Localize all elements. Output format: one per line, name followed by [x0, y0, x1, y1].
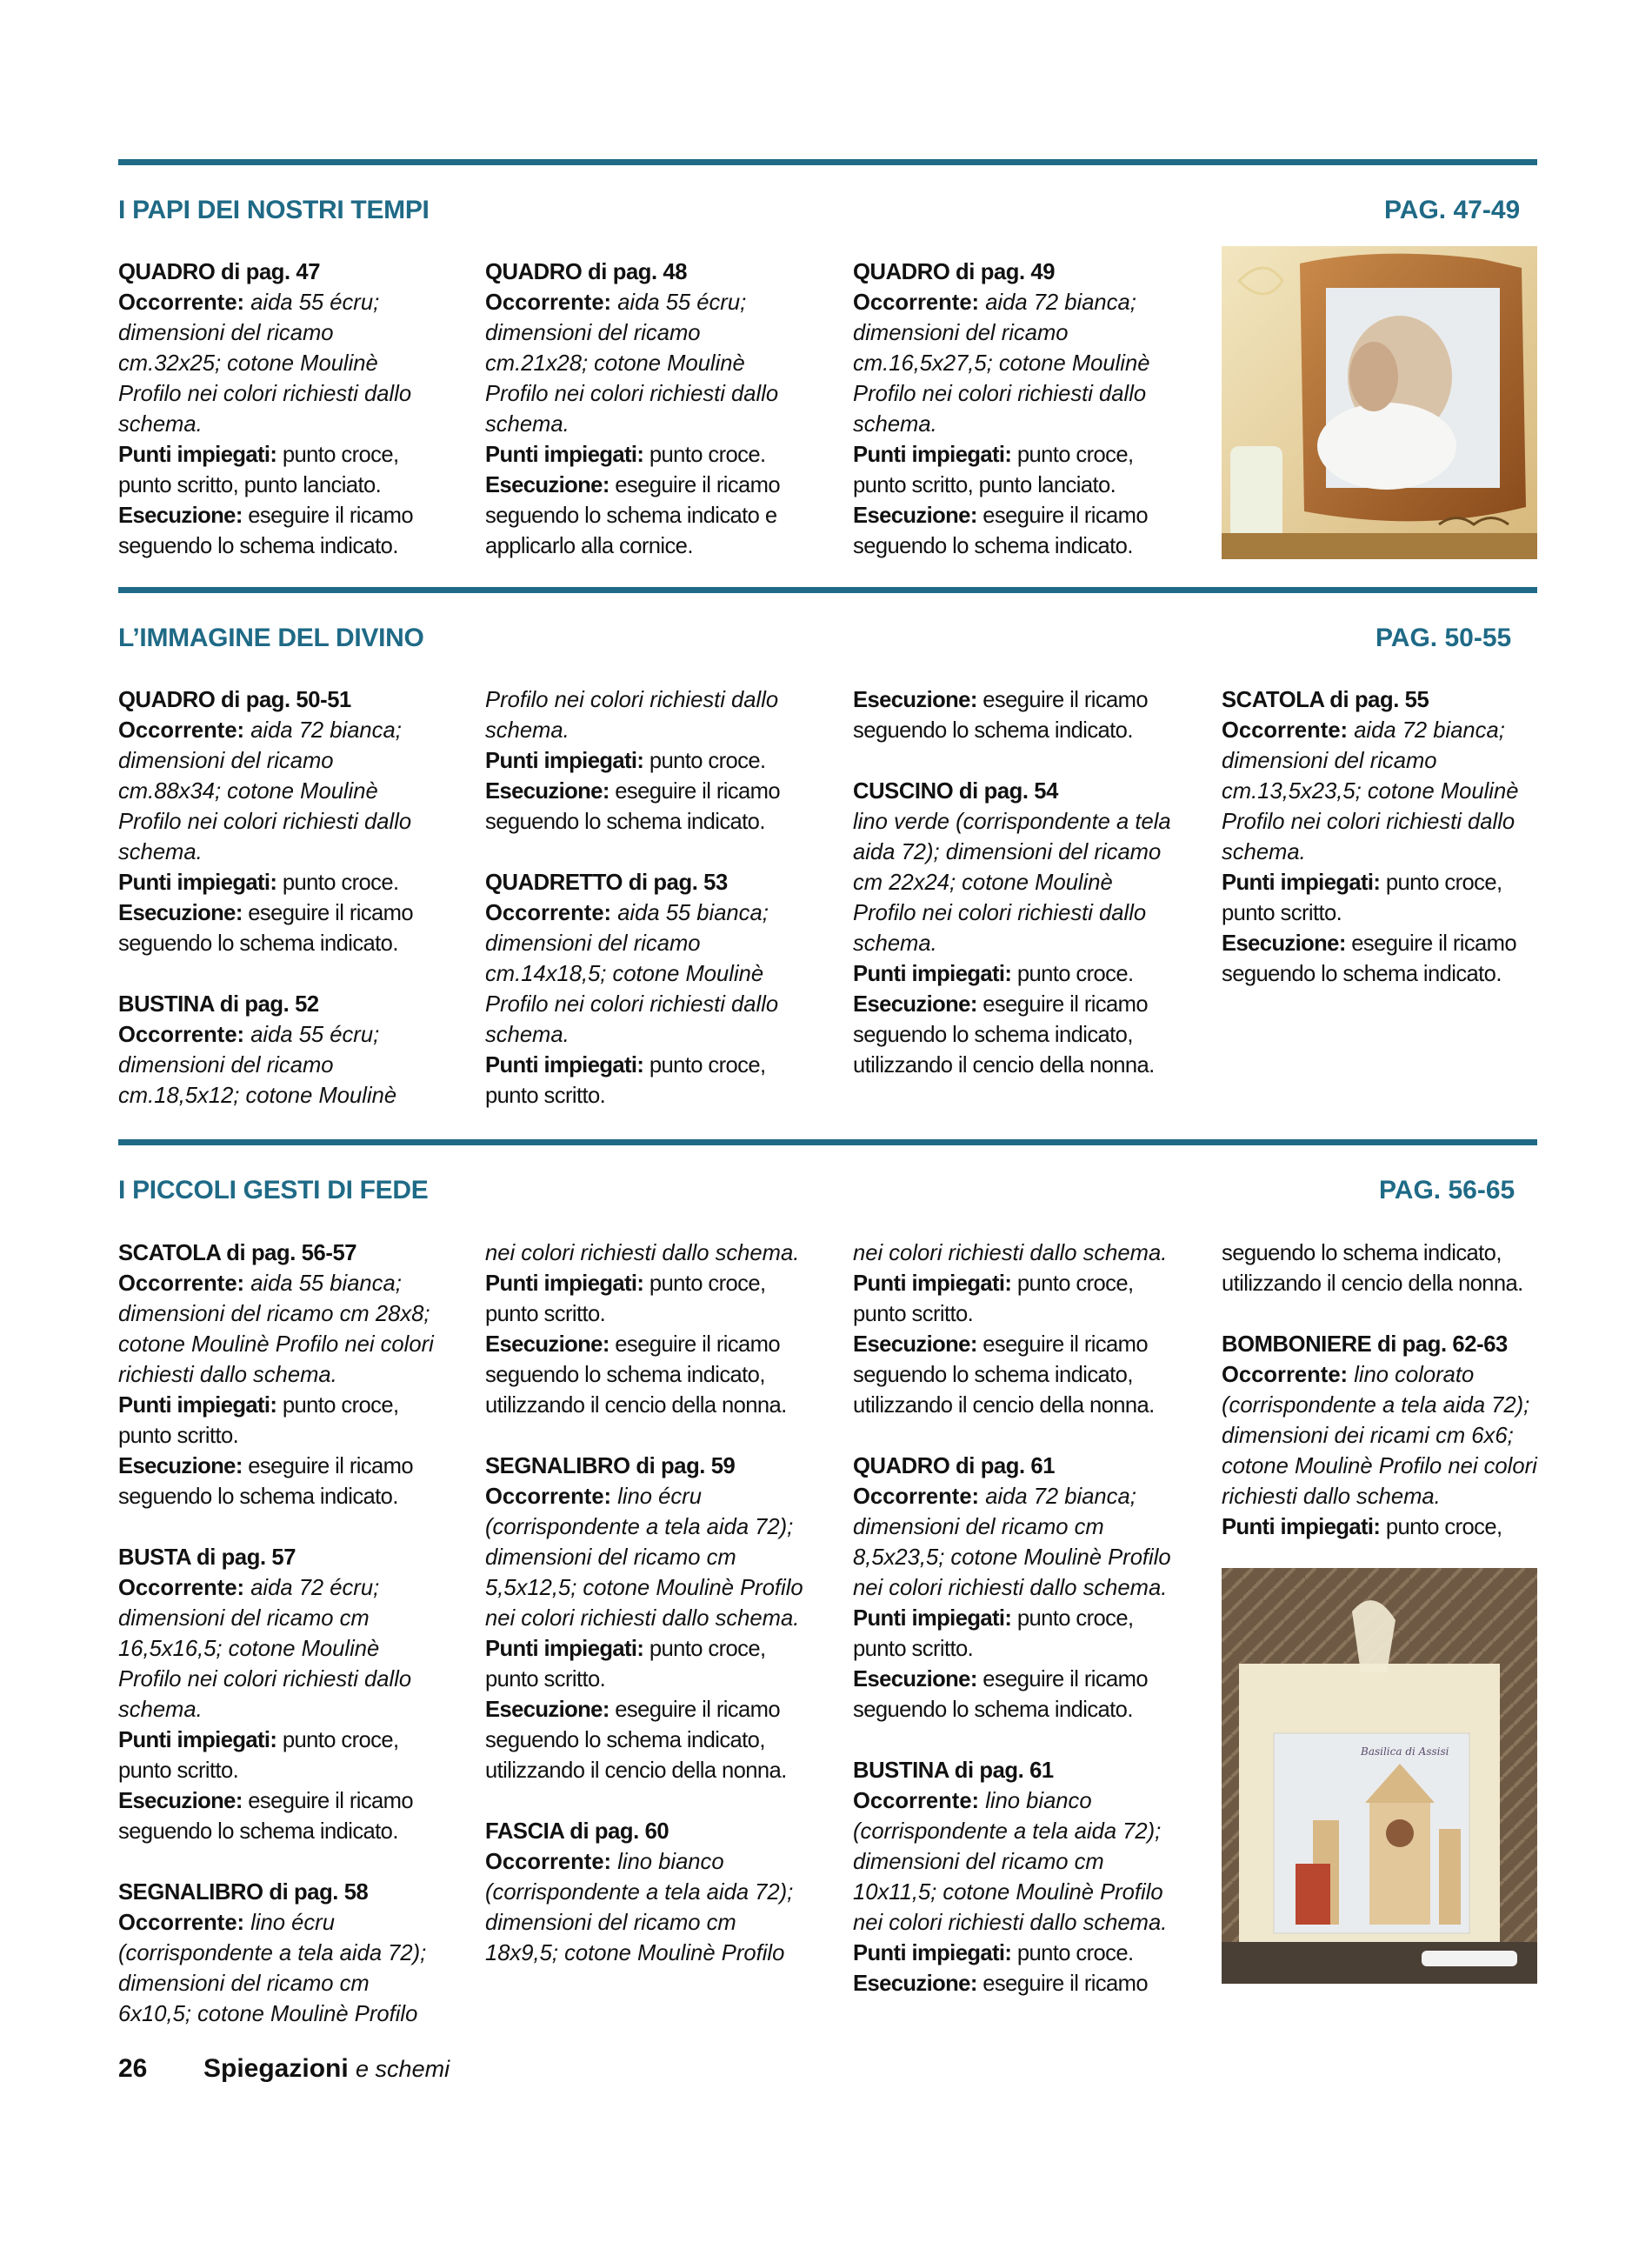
punti-line	[118, 1391, 442, 1451]
occorrente-line	[118, 1020, 442, 1111]
occorrente-line	[485, 1238, 809, 1269]
punti-label: Punti impiegati:	[485, 1271, 644, 1296]
occorrente-text: aida 55 écru; dimensioni del ricamo cm.18,5x12; cotone Moulinè	[118, 1023, 397, 1108]
punti-text: punto croce, punto scritto, punto lanciato.	[118, 443, 399, 497]
item-heading: CUSCINO di pag. 54	[853, 779, 1058, 804]
esecuzione-label: Esecuzione:	[853, 1667, 977, 1692]
punti-line	[485, 1051, 809, 1111]
occorrente-label: Occorrente:	[118, 290, 245, 315]
occorrente-text: aida 55 bianca; dimensioni del ricamo cm 28x8; cotone Moulinè Profilo nei colori richiesti dallo schema.	[118, 1271, 434, 1387]
esecuzione-text: eseguire il ricamo seguendo lo schema indicato, utilizzando il cencio della nonna.	[485, 1332, 787, 1418]
punti-label: Punti impiegati:	[485, 443, 644, 467]
occorrente-text: lino bianco (corrispondente a tela aida 72); dimensioni del ricamo cm 10x11,5; cotone Moulinè Profilo nei colori richiesti dallo schema.	[853, 1789, 1168, 1935]
instruction-block	[1222, 685, 1545, 990]
esecuzione-label: Esecuzione:	[853, 1332, 977, 1357]
column	[485, 685, 809, 1142]
punti-text: punto croce.	[1016, 1941, 1134, 1965]
occorrente-label: Occorrente:	[485, 1850, 612, 1874]
punti-text: punto croce, punto scritto.	[118, 1728, 399, 1783]
column	[853, 685, 1176, 1111]
esecuzione-text: eseguire il ricamo seguendo lo schema indicato.	[485, 779, 781, 834]
esecuzione-label: Esecuzione:	[118, 1454, 243, 1478]
occorrente-text: Profilo nei colori richiesti dallo schema.	[485, 688, 779, 743]
punti-text: punto croce, punto scritto.	[485, 1053, 766, 1108]
occorrente-line	[1222, 1360, 1545, 1512]
instruction-block	[118, 685, 442, 959]
section-rule	[118, 159, 1537, 165]
section-pages: PAG. 50-55	[1376, 624, 1512, 652]
punti-line	[1222, 1512, 1545, 1543]
occorrente-label: Occorrente:	[853, 1485, 980, 1509]
occorrente-line	[853, 288, 1176, 440]
esecuzione-line	[1222, 1238, 1545, 1299]
esecuzione-label: Esecuzione:	[485, 1698, 610, 1722]
esecuzione-text: eseguire il ricamo seguendo lo schema indicato.	[853, 504, 1149, 558]
punti-line	[485, 746, 809, 777]
svg-text:Basilica di Assisi: Basilica di Assisi	[1361, 1745, 1449, 1758]
esecuzione-label: Esecuzione:	[485, 779, 610, 804]
instruction-block	[118, 1543, 442, 1847]
punti-line	[853, 1938, 1176, 1969]
esecuzione-text: seguendo lo schema indicato, utilizzando il cencio della nonna.	[1222, 1241, 1523, 1296]
occorrente-text: lino bianco (corrispondente a tela aida 72); dimensioni del ricamo cm 18x9,5; cotone Moulinè Profilo	[485, 1850, 794, 1965]
item-heading: QUADRO di pag. 50-51	[118, 688, 351, 712]
item-heading: QUADRO di pag. 48	[485, 260, 688, 284]
esecuzione-line	[485, 777, 809, 837]
punti-text: punto croce.	[649, 749, 766, 773]
occorrente-line	[485, 1847, 809, 1969]
occorrente-text: aida 72 bianca; dimensioni del ricamo cm.88x34; cotone Moulinè Profilo nei colori richiesti dallo schema.	[118, 718, 412, 864]
esecuzione-text: eseguire il ricamo seguendo lo schema indicato.	[853, 1667, 1149, 1722]
esecuzione-line	[853, 1969, 1176, 1999]
footer-title-bold: Spiegazioni	[203, 2054, 349, 2083]
occorrente-text: nei colori richiesti dallo schema.	[853, 1241, 1168, 1265]
occorrente-line	[118, 1269, 442, 1391]
esecuzione-line	[118, 1451, 442, 1512]
column	[118, 1238, 442, 2060]
punti-line	[853, 1604, 1176, 1665]
punti-line	[118, 1725, 442, 1786]
section-pages: PAG. 56-65	[1379, 1176, 1515, 1204]
column	[485, 1238, 809, 1999]
instruction-block	[118, 990, 442, 1111]
occorrente-text: aida 55 écru; dimensioni del ricamo cm.21x28; cotone Moulinè Profilo nei colori richiesti dallo schema.	[485, 290, 779, 437]
occorrente-label: Occorrente:	[1222, 1363, 1349, 1387]
section-title: I PICCOLI GESTI DI FEDE	[118, 1176, 429, 1204]
item-heading: FASCIA di pag. 60	[485, 1819, 669, 1844]
occorrente-text: aida 55 écru; dimensioni del ricamo cm.32x25; cotone Moulinè Profilo nei colori richiesti dallo schema.	[118, 290, 412, 437]
esecuzione-line	[118, 898, 442, 959]
punti-label: Punti impiegati:	[485, 1053, 644, 1078]
punti-line	[485, 1269, 809, 1330]
esecuzione-text: eseguire il ricamo seguendo lo schema indicato.	[118, 504, 414, 558]
esecuzione-label: Esecuzione:	[853, 1972, 977, 1996]
instruction-block	[485, 685, 809, 837]
punti-line	[853, 1269, 1176, 1330]
punti-label: Punti impiegati:	[118, 443, 277, 467]
punti-label: Punti impiegati:	[118, 1728, 277, 1752]
esecuzione-line	[118, 1786, 442, 1847]
occorrente-line	[485, 685, 809, 746]
punti-text: punto croce.	[649, 443, 766, 467]
punti-label: Punti impiegati:	[1222, 1515, 1381, 1539]
punti-text: punto croce, punto scritto.	[485, 1271, 766, 1326]
esecuzione-line	[853, 501, 1176, 562]
item-heading: BUSTA di pag. 57	[118, 1545, 296, 1570]
occorrente-text: aida 72 écru; dimensioni del ricamo cm 16,5x16,5; cotone Moulinè Profilo nei colori richiesti dallo schema.	[118, 1576, 412, 1722]
item-heading: SCATOLA di pag. 56-57	[118, 1241, 357, 1265]
punti-text: punto croce, punto scritto.	[1222, 871, 1502, 925]
punti-label: Punti impiegati:	[485, 1637, 644, 1661]
footer-title-italic: e schemi	[356, 2056, 450, 2082]
punti-label: Punti impiegati:	[118, 1393, 277, 1418]
instruction-block	[1222, 1330, 1545, 1543]
item-heading: BUSTINA di pag. 61	[853, 1758, 1054, 1783]
esecuzione-text: eseguire il ricamo seguendo lo schema indicato, utilizzando il cencio della nonna.	[485, 1698, 787, 1783]
esecuzione-line	[118, 501, 442, 562]
instruction-block	[118, 1878, 442, 2030]
occorrente-line	[485, 1482, 809, 1634]
punti-label: Punti impiegati:	[853, 962, 1012, 986]
punti-text: punto croce, punto scritto.	[853, 1606, 1134, 1661]
punti-text: punto croce, punto scritto.	[118, 1393, 399, 1448]
punti-label: Punti impiegati:	[853, 1606, 1012, 1631]
esecuzione-text: eseguire il ricamo seguendo lo schema indicato.	[853, 688, 1149, 743]
instruction-block	[1222, 1238, 1545, 1299]
occorrente-label: Occorrente:	[1222, 718, 1349, 743]
page-number: 26	[118, 2054, 148, 2083]
punti-line	[853, 440, 1176, 501]
esecuzione-label: Esecuzione:	[853, 504, 977, 528]
item-heading: SCATOLA di pag. 55	[1222, 688, 1429, 712]
instruction-block	[853, 777, 1176, 1081]
punti-label: Punti impiegati:	[1222, 871, 1381, 895]
occorrente-label: Occorrente:	[118, 1911, 245, 1935]
occorrente-line	[118, 1573, 442, 1725]
esecuzione-label: Esecuzione:	[1222, 931, 1346, 956]
esecuzione-label: Esecuzione:	[118, 1789, 243, 1813]
esecuzione-line	[853, 1330, 1176, 1421]
instruction-block	[853, 257, 1176, 562]
column	[1222, 685, 1545, 1020]
occorrente-line	[853, 1238, 1176, 1269]
esecuzione-line	[485, 470, 809, 562]
punti-text: punto croce, punto scritto, punto lanciato.	[853, 443, 1134, 497]
item-heading: QUADRETTO di pag. 53	[485, 871, 728, 895]
basilica-label	[1360, 1745, 1449, 1758]
instruction-block	[853, 1451, 1176, 1725]
esecuzione-text: eseguire il ricamo seguendo lo schema indicato, utilizzando il cencio della nonna.	[853, 992, 1155, 1078]
instruction-block	[485, 868, 809, 1111]
instruction-block	[118, 257, 442, 562]
column	[485, 257, 809, 592]
column	[853, 257, 1176, 592]
punti-line	[118, 868, 442, 898]
section-title: I PAPI DEI NOSTRI TEMPI	[118, 196, 430, 224]
section-rule	[118, 587, 1537, 593]
punti-label: Punti impiegati:	[485, 749, 644, 773]
punti-line	[485, 440, 809, 470]
instruction-block	[853, 1756, 1176, 1999]
punti-line	[118, 440, 442, 501]
occorrente-label: Occorrente:	[118, 1023, 245, 1047]
esecuzione-label: Esecuzione:	[485, 1332, 610, 1357]
occorrente-label: Occorrente:	[485, 1485, 612, 1509]
occorrente-text: aida 55 bianca; dimensioni del ricamo cm.14x18,5; cotone Moulinè Profilo nei colori richiesti dallo schema.	[485, 901, 779, 1047]
item-heading: QUADRO di pag. 47	[118, 260, 321, 284]
punti-line	[853, 959, 1176, 990]
occorrente-label: Occorrente:	[853, 1789, 980, 1813]
esecuzione-text: eseguire il ricamo seguendo lo schema indicato.	[118, 901, 414, 956]
occorrente-line	[118, 288, 442, 440]
occorrente-text: lino verde (corrispondente a tela aida 72); dimensioni del ricamo cm 22x24; cotone Moulinè Profilo nei colori richiesti dallo schema.	[853, 810, 1171, 956]
occorrente-text: aida 72 bianca; dimensioni del ricamo cm 8,5x23,5; cotone Moulinè Profilo nei colori richiesti dallo schema.	[853, 1485, 1171, 1600]
punti-text: punto croce, punto scritto.	[485, 1637, 766, 1692]
occorrente-line	[118, 1908, 442, 2030]
occorrente-text: aida 72 bianca; dimensioni del ricamo cm.16,5x27,5; cotone Moulinè Profilo nei colori richiesti dallo schema.	[853, 290, 1150, 437]
punti-label: Punti impiegati:	[853, 1271, 1012, 1296]
pope-photo	[1222, 246, 1537, 559]
column	[118, 685, 442, 1142]
instruction-block	[118, 1238, 442, 1512]
instruction-block	[485, 1451, 809, 1786]
section-rule	[118, 1139, 1537, 1145]
occorrente-text: aida 72 bianca; dimensioni del ricamo cm.13,5x23,5; cotone Moulinè Profilo nei colori richiesti dallo schema.	[1222, 718, 1519, 864]
occorrente-text: lino écru (corrispondente a tela aida 72); dimensioni del ricamo cm 6x10,5; cotone Moulinè Profilo	[118, 1911, 427, 2026]
esecuzione-line	[485, 1695, 809, 1786]
column	[853, 1238, 1176, 2030]
item-heading: QUADRO di pag. 61	[853, 1454, 1056, 1478]
instruction-block	[485, 1817, 809, 1969]
occorrente-label: Occorrente:	[118, 1271, 245, 1296]
esecuzione-text: eseguire il ricamo	[983, 1972, 1149, 1996]
occorrente-line	[1222, 716, 1545, 868]
occorrente-label: Occorrente:	[485, 290, 612, 315]
esecuzione-text: eseguire il ricamo seguendo lo schema indicato.	[1222, 931, 1517, 986]
occorrente-text: lino écru (corrispondente a tela aida 72); dimensioni del ricamo cm 5,5x12,5; cotone Moulinè Profilo nei colori richiesti dallo schema.	[485, 1485, 803, 1631]
punti-text: punto croce, punto scritto.	[853, 1271, 1134, 1326]
esecuzione-line	[853, 685, 1176, 746]
esecuzione-text: eseguire il ricamo seguendo lo schema indicato.	[118, 1789, 414, 1844]
esecuzione-label: Esecuzione:	[118, 901, 243, 925]
column	[1222, 1238, 1545, 1573]
occorrente-label: Occorrente:	[485, 901, 612, 925]
punti-label: Punti impiegati:	[853, 443, 1012, 467]
section-title: L’IMMAGINE DEL DIVINO	[118, 624, 424, 652]
esecuzione-label: Esecuzione:	[853, 688, 977, 712]
item-heading: SEGNALIBRO di pag. 59	[485, 1454, 736, 1478]
punti-line	[485, 1634, 809, 1695]
esecuzione-line	[1222, 929, 1545, 990]
occorrente-label: Occorrente:	[853, 290, 980, 315]
esecuzione-line	[853, 990, 1176, 1081]
punti-text: punto croce.	[282, 871, 399, 895]
occorrente-line	[485, 288, 809, 440]
item-heading: BUSTINA di pag. 52	[118, 992, 319, 1017]
instruction-block	[485, 1238, 809, 1421]
instruction-block	[853, 685, 1176, 746]
punti-text: punto croce.	[1016, 962, 1134, 986]
punti-label: Punti impiegati:	[853, 1941, 1012, 1965]
occorrente-line	[853, 1482, 1176, 1604]
punti-text: punto croce,	[1385, 1515, 1502, 1539]
occorrente-line	[118, 716, 442, 868]
column	[118, 257, 442, 592]
esecuzione-text: eseguire il ricamo seguendo lo schema indicato e applicarlo alla cornice.	[485, 473, 781, 558]
running-footer	[203, 2054, 450, 2084]
esecuzione-label: Esecuzione:	[485, 473, 610, 497]
punti-line	[1222, 868, 1545, 929]
punti-label: Punti impiegati:	[118, 871, 277, 895]
occorrente-line	[853, 807, 1176, 959]
occorrente-line	[485, 898, 809, 1051]
occorrente-text: nei colori richiesti dallo schema.	[485, 1241, 800, 1265]
occorrente-label: Occorrente:	[118, 1576, 245, 1600]
instruction-block	[485, 257, 809, 562]
basilica-photo	[1222, 1568, 1537, 1984]
esecuzione-line	[853, 1665, 1176, 1725]
section-pages: PAG. 47-49	[1384, 196, 1521, 224]
item-heading: BOMBONIERE di pag. 62-63	[1222, 1332, 1508, 1357]
esecuzione-text: eseguire il ricamo seguendo lo schema indicato.	[118, 1454, 414, 1509]
esecuzione-text: eseguire il ricamo seguendo lo schema indicato, utilizzando il cencio della nonna.	[853, 1332, 1155, 1418]
item-heading: SEGNALIBRO di pag. 58	[118, 1880, 369, 1905]
item-heading: QUADRO di pag. 49	[853, 260, 1056, 284]
instruction-block	[853, 1238, 1176, 1421]
occorrente-text: lino colorato (corrispondente a tela aida 72); dimensioni dei ricami cm 6x6; cotone Moulinè Profilo nei colori richiesti dallo schema.	[1222, 1363, 1537, 1509]
occorrente-label: Occorrente:	[118, 718, 245, 743]
esecuzione-line	[485, 1330, 809, 1421]
esecuzione-label: Esecuzione:	[853, 992, 977, 1017]
esecuzione-label: Esecuzione:	[118, 504, 243, 528]
occorrente-line	[853, 1786, 1176, 1938]
